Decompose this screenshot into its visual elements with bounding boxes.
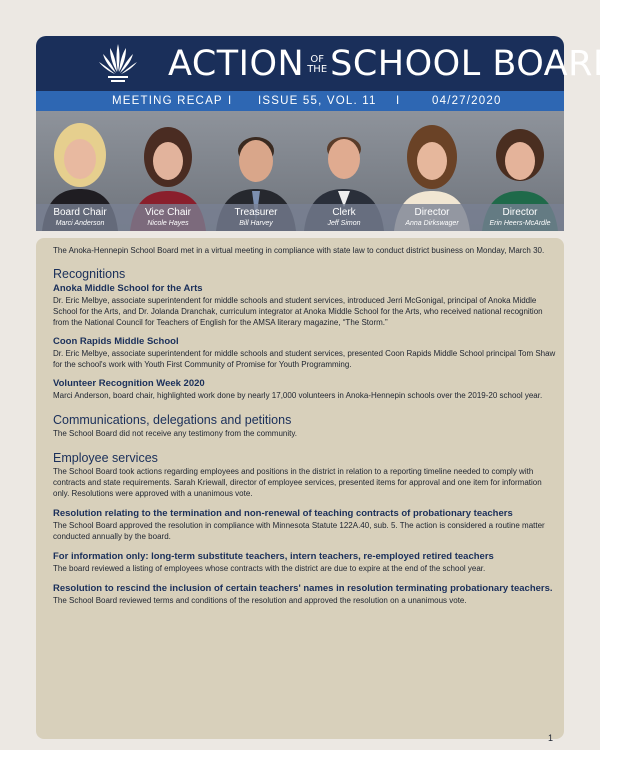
- subheading: Anoka Middle School for the Arts: [53, 283, 203, 294]
- recap-separator: I: [396, 95, 401, 107]
- section-heading-communications: Communications, delegations and petitions: [53, 413, 292, 427]
- board-member-role: Clerk: [332, 207, 356, 218]
- paragraph: Dr. Eric Melbye, associate superintendent for middle schools and student services, presented Coon Rapids Middle School principal Tom Shaw for the school's work with Youth First Community of Promise for Youth Programming.: [53, 349, 556, 369]
- board-member-name: Bill Harvey: [239, 220, 273, 227]
- board-member-photo: [388, 111, 476, 231]
- paragraph: The School Board did not receive any testimony from the community.: [53, 429, 297, 438]
- title-school-board: SCHOOL BOARD: [330, 44, 620, 84]
- board-member-role: Vice Chair: [145, 207, 191, 218]
- paragraph: Marci Anderson, board chair, highlighted work done by nearly 17,000 volunteers in Anoka-Hennepin schools over the 2019-20 school year.: [53, 391, 543, 400]
- board-member-name: Erin Heers-McArdle: [489, 220, 551, 227]
- paragraph: The School Board approved the resolution in compliance with Minnesota Statute 122A.40, sub. 5. The action is considered a routine matter conducted annually by the board.: [53, 521, 545, 541]
- board-member-role: Director: [414, 207, 450, 218]
- issue-number: ISSUE 55, VOL. 11: [258, 95, 377, 107]
- recap-label: MEETING RECAP: [112, 95, 223, 107]
- board-member-caption: [124, 204, 212, 231]
- masthead: [36, 36, 620, 91]
- meeting-recap-bar: [36, 91, 564, 111]
- content-panel: [36, 238, 564, 739]
- subheading: Resolution to rescind the inclusion of certain teachers' names in resolution terminating probationary teachers.: [53, 583, 553, 594]
- wheat-logo-icon: [98, 42, 138, 86]
- board-member-caption: [476, 204, 564, 231]
- board-member-photo: [36, 111, 124, 231]
- subheading: For information only: long-term substitute teachers, intern teachers, re-employed retired teachers: [53, 551, 494, 562]
- board-member-caption: [388, 204, 476, 231]
- board-photo-strip: [36, 111, 564, 231]
- board-member-name: Anna Dirkswager: [405, 220, 459, 227]
- title-the: THE: [307, 64, 328, 75]
- board-member-role: Director: [502, 207, 538, 218]
- board-member-caption: [212, 204, 300, 231]
- title-of: OF: [310, 54, 324, 65]
- board-member-caption: [36, 204, 124, 231]
- paragraph: Dr. Eric Melbye, associate superintendent for middle schools and student services, introduced Jerri McGonigal, principal of Anoka Middle School for the Arts, and Dr. Jolanda Dranchak, curriculum integrator at Anoka Middle School for the Arts, who received national recognition from the National Council for Teachers of English for the AMSA literary magazine, “The Storm.”: [53, 296, 543, 327]
- board-member-photo: [300, 111, 388, 231]
- article-body: [53, 245, 558, 606]
- board-member-photo: [476, 111, 564, 231]
- paragraph: The School Board reviewed terms and conditions of the resolution and approved the resolution on a unanimous vote.: [53, 596, 467, 605]
- board-member-caption: [300, 204, 388, 231]
- masthead-title: [168, 42, 620, 86]
- board-member-role: Board Chair: [53, 207, 107, 218]
- board-member-name: Nicole Hayes: [147, 220, 189, 227]
- title-action: ACTION: [168, 44, 305, 84]
- meeting-date: 04/27/2020: [432, 95, 502, 107]
- section-heading-employee-services: Employee services: [53, 451, 158, 465]
- subheading: Coon Rapids Middle School: [53, 336, 179, 347]
- page-number: 1: [548, 733, 554, 743]
- paragraph: The School Board took actions regarding employees and positions in the district in relation to a reporting timeline needed to comply with contracts and state requirements. Sarah Kriewall, director of employee services, presented items for approval and one item for information only. Resolutions were approved with a unanimous vote.: [53, 467, 542, 498]
- intro-paragraph: The Anoka-Hennepin School Board met in a virtual meeting in compliance with state law to conduct district business on Monday, March 30.: [53, 246, 545, 255]
- section-heading-recognitions: Recognitions: [53, 267, 126, 281]
- board-member-photo: [124, 111, 212, 231]
- board-member-photo: [212, 111, 300, 231]
- title-of-the: [307, 55, 327, 75]
- board-member-name: Jeff Simon: [327, 220, 361, 227]
- subheading: Volunteer Recognition Week 2020: [53, 378, 205, 389]
- subheading: Resolution relating to the termination and non-renewal of teaching contracts of probationary teachers: [53, 508, 513, 519]
- recap-separator: I: [228, 95, 233, 107]
- board-member-name: Marci Anderson: [55, 220, 105, 227]
- paragraph: The board reviewed a listing of employees whose contracts with the district are due to expire at the end of the school year.: [53, 564, 486, 573]
- board-member-role: Treasurer: [234, 207, 278, 218]
